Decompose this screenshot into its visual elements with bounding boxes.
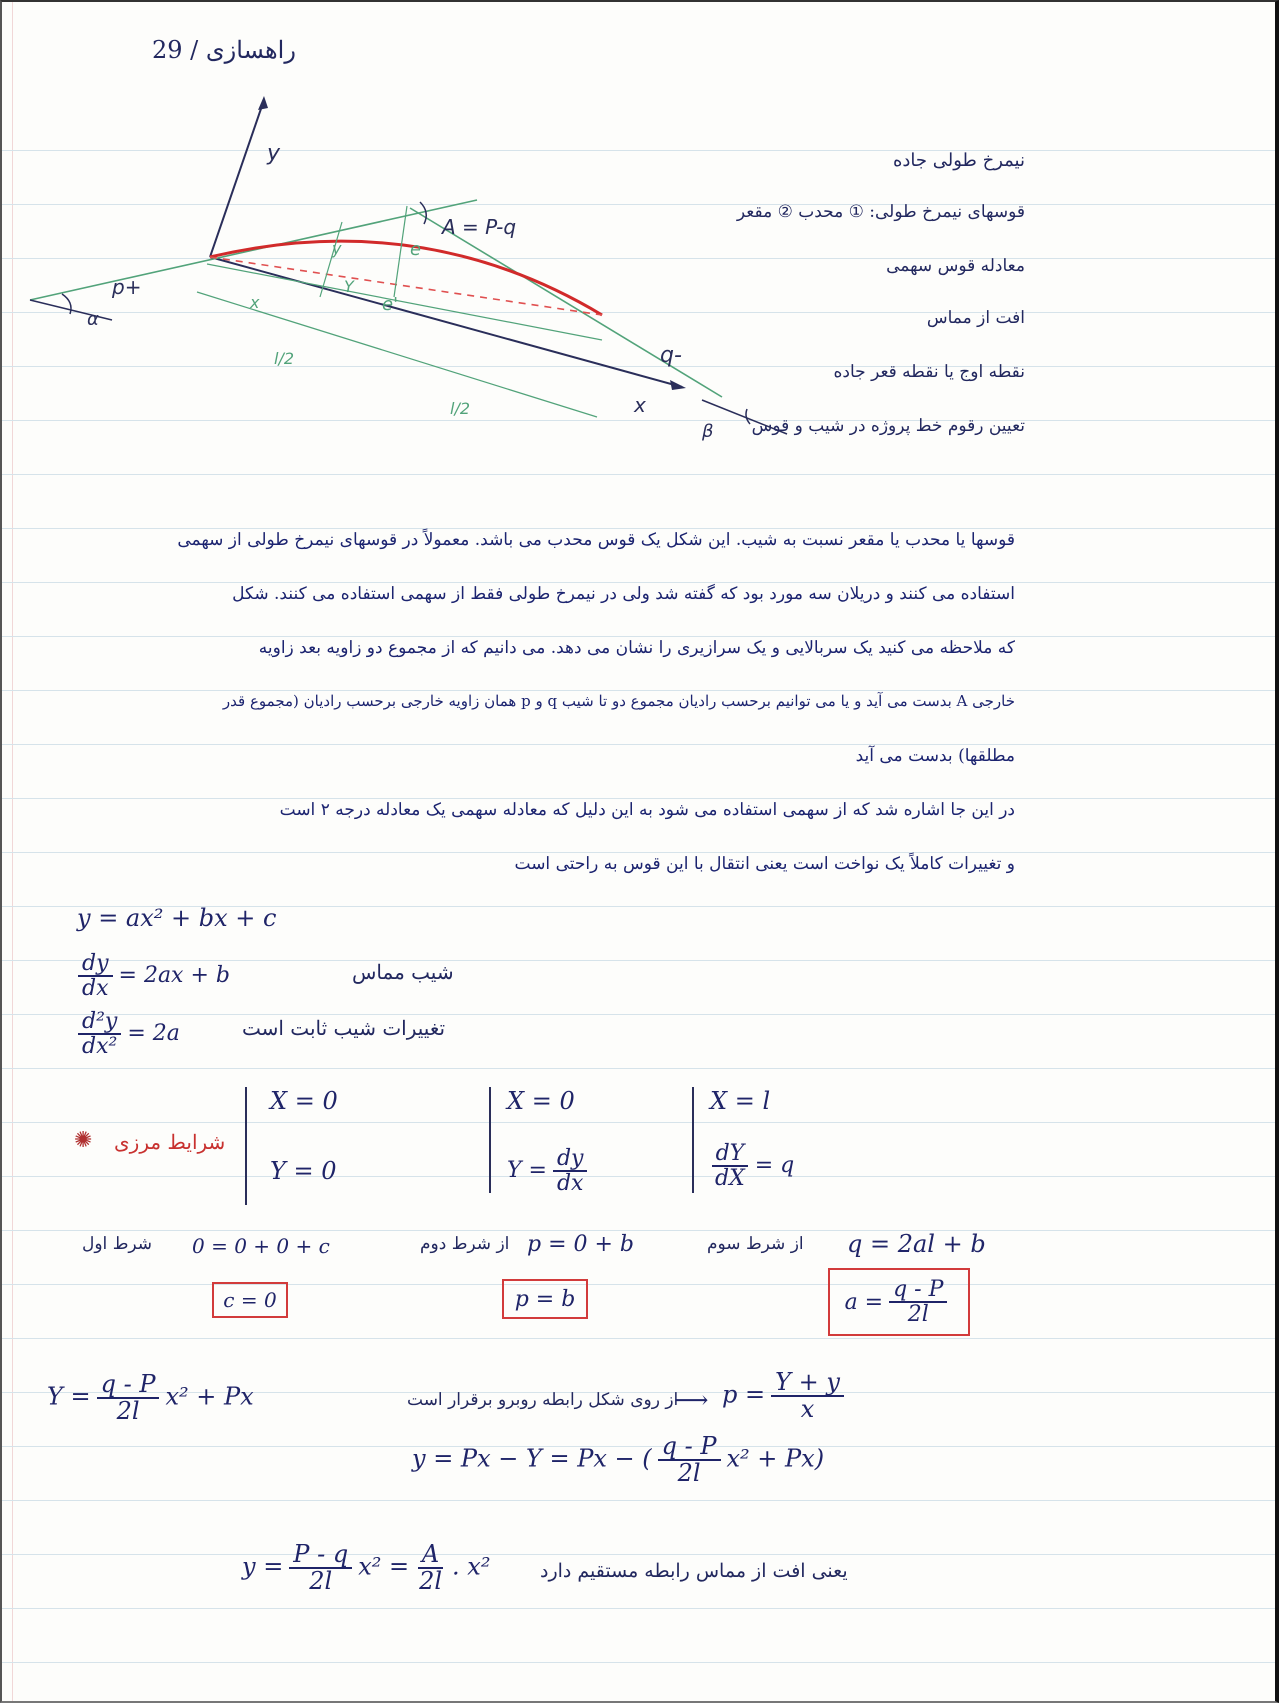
frac-num: dy <box>78 952 113 977</box>
frac-den: 2l <box>116 1397 140 1426</box>
ruled-line <box>2 582 1275 583</box>
ruled-line <box>2 1662 1275 1663</box>
boundary-divider-3 <box>692 1087 694 1193</box>
page-label: راهسازی / 29 <box>152 36 296 64</box>
label-half-l-2: l/2 <box>450 399 471 418</box>
final-lhs: y = <box>242 1552 284 1581</box>
ruled-line <box>2 690 1275 691</box>
c3-result-lhs: a = <box>844 1289 884 1315</box>
frac-num: dy <box>553 1147 588 1172</box>
bc2-top: X = 0 <box>507 1087 575 1115</box>
legend-item-4: افت از مماس <box>926 308 1025 328</box>
frac-num: Y + y <box>771 1370 844 1397</box>
paragraph-line-1: قوسها یا محدب یا مقعر نسبت به شیب. این شکل یک قوس محدب می باشد. معمولاً در قوسهای نیمرخ طولی از سهمی <box>177 530 1015 550</box>
ruled-line <box>2 1284 1275 1285</box>
c3-equation: q = 2al + b <box>847 1230 986 1258</box>
frac-y-line <box>658 1434 721 1486</box>
final-equation <box>242 1542 490 1594</box>
frac-num: q - P <box>889 1278 947 1303</box>
y-line-b: x² + Px) <box>726 1444 825 1473</box>
label-x-small: x <box>250 293 260 312</box>
frac-dy-dx <box>78 952 113 1000</box>
ruled-line <box>2 1122 1275 1123</box>
eq3-label: تغییرات شیب ثابت است <box>242 1016 446 1040</box>
paragraph-line-4: خارجی A بدست می آید و یا می توانیم برحسب رادیان مجموع دو تا شیب q و p همان زاویه خارجی برحسب رادیان (مجموع قدر <box>222 692 1015 710</box>
frac-den: dx <box>556 1171 584 1197</box>
eq2-rhs: = 2ax + b <box>118 963 230 989</box>
bc3-rhs: = q <box>754 1153 795 1179</box>
label-p-plus: p+ <box>112 275 142 299</box>
frac-den: 2l <box>419 1567 443 1596</box>
final-mid: x² = <box>358 1552 410 1581</box>
offset-e <box>394 206 407 297</box>
bc2-bottom <box>507 1147 593 1195</box>
ruled-line <box>2 1608 1275 1609</box>
frac-p <box>771 1370 844 1422</box>
frac-bc2 <box>553 1147 588 1195</box>
final-note: یعنی افت از مماس رابطه مستقیم دارد <box>540 1560 848 1582</box>
eq-second-derivative <box>72 1010 180 1058</box>
ruled-line <box>2 744 1275 745</box>
paragraph-line-7: و تغییرات کاملاً یک نواخت است یعنی انتقال با این قوس به راحتی است <box>514 854 1015 874</box>
bc1-bottom: Y = 0 <box>270 1157 337 1185</box>
legend-item-6: تعیین رقوم خط پروژه در شیب و قوس <box>751 416 1025 436</box>
frac-num: q - P <box>658 1434 721 1461</box>
beta-arc <box>746 409 750 424</box>
label-Y-small: Y <box>344 277 354 296</box>
ruled-line <box>2 528 1275 529</box>
x-axis-arrow <box>670 380 686 390</box>
frac-num: q - P <box>97 1372 160 1399</box>
gear-icon: ✺ <box>74 1128 93 1153</box>
label-e: e <box>410 239 422 260</box>
profile-figure <box>2 82 802 482</box>
paragraph-line-5: مطلقها) بدست می آید <box>855 746 1015 766</box>
final-rest: . x² <box>452 1552 491 1581</box>
frac-Y <box>97 1372 160 1424</box>
label-e-prime: e' <box>382 294 399 315</box>
frac-den: dX <box>715 1166 745 1192</box>
frac-final-2 <box>415 1542 446 1594</box>
legend-item-2: قوسهای نیمرخ طولی: ① محدب ② مقعر <box>736 202 1025 222</box>
frac-den: 2l <box>907 1302 929 1327</box>
boundary-label: شرایط مرزی <box>114 1130 226 1154</box>
frac-d2y-dx2 <box>78 1010 121 1058</box>
paragraph-line-6: در این جا اشاره شد که از سهمی استفاده می شود به این دلیل که معادله سهمی یک معادله درجه ۲ است <box>279 800 1015 820</box>
paragraph-line-2: استفاده می کنند و دریلان سه مورد بود که گفته شد ولی در نیمرخ طولی فقط از سهمی استفاده می کنند. شکل <box>232 584 1015 604</box>
y-axis-line <box>210 100 264 257</box>
eq-parabola: y = ax² + bx + c <box>77 904 277 932</box>
ruled-line <box>2 1554 1275 1555</box>
ruled-line <box>2 1230 1275 1231</box>
Y-rest: x² + Px <box>165 1382 254 1411</box>
bc3-bottom <box>705 1142 794 1190</box>
bc2-lhs: Y = <box>507 1158 547 1184</box>
ruled-line <box>2 1068 1275 1069</box>
label-q-minus: q- <box>660 343 682 368</box>
Y-lhs: Y = <box>47 1382 91 1411</box>
boundary-divider-1 <box>245 1087 247 1205</box>
ruled-line <box>2 636 1275 637</box>
p-lhs: p = <box>722 1380 766 1409</box>
Y-equation <box>47 1372 254 1424</box>
c1-equation: 0 = 0 + 0 + c <box>192 1234 330 1258</box>
eq-first-derivative <box>72 952 230 1000</box>
eq2-label: شیب مماس <box>352 960 454 984</box>
p-equation <box>722 1370 850 1422</box>
frac-num: dY <box>712 1142 749 1167</box>
label-alpha: α <box>87 309 99 330</box>
label-half-l-1: l/2 <box>274 349 295 368</box>
frac-num: A <box>418 1542 443 1569</box>
y-line-a: y = Px − Y = Px − ( <box>412 1444 652 1473</box>
frac-num: d²y <box>78 1010 121 1035</box>
ruled-line <box>2 798 1275 799</box>
c3-label: از شرط سوم <box>707 1234 804 1254</box>
label-y-small: y <box>332 239 342 258</box>
paragraph-line-3: که ملاحظه می کنید یک سربالایی و یک سرازیری را نشان می دهد. می دانیم که از مجموع دو زاویه بعد زاویه <box>258 638 1015 658</box>
frac-den: dx² <box>82 1034 118 1060</box>
c2-result-box: p = b <box>502 1279 588 1319</box>
ruled-line <box>2 1176 1275 1177</box>
eq3-rhs: = 2a <box>127 1021 180 1047</box>
frac-den: dx <box>82 976 109 1002</box>
ruled-line <box>2 852 1275 853</box>
frac-den: x <box>800 1395 815 1424</box>
parabolic-curve <box>210 241 602 315</box>
bc1-top: X = 0 <box>270 1087 338 1115</box>
frac-c3 <box>889 1278 947 1326</box>
frac-den: 2l <box>677 1459 701 1488</box>
label-beta: β <box>702 421 714 442</box>
frac-bc3 <box>711 1142 749 1190</box>
c1-result-box: c = 0 <box>212 1282 288 1318</box>
frac-final-1 <box>289 1542 352 1594</box>
c2-label: از شرط دوم <box>420 1234 510 1254</box>
c2-equation: p = 0 + b <box>527 1232 635 1257</box>
ruled-line <box>2 1500 1275 1501</box>
c3-result-box <box>828 1268 970 1336</box>
y-axis-arrow <box>258 96 268 110</box>
boundary-divider-2 <box>489 1087 491 1193</box>
arrow-right-icon: ⟶ <box>674 1386 709 1414</box>
c1-label: شرط اول <box>82 1234 153 1254</box>
label-A-eq: A = P-q <box>442 215 517 239</box>
legend-item-5: نقطه اوج یا نقطه قعر جاده <box>833 362 1025 382</box>
ruled-line <box>2 1014 1275 1015</box>
frac-den: 2l <box>309 1567 333 1596</box>
y-expansion <box>412 1434 824 1486</box>
frac-num: P - q <box>289 1542 352 1569</box>
chord-dashed <box>210 257 602 315</box>
derivation-note: از روی شکل رابطه روبرو برقرار است <box>407 1390 679 1410</box>
alpha-arc <box>62 294 71 314</box>
label-y-axis: y <box>267 141 281 166</box>
legend-item-1: نیمرخ طولی جاده <box>892 150 1025 171</box>
legend-item-3: معادله قوس سهمی <box>886 256 1025 276</box>
dim-x <box>207 264 602 340</box>
label-x-axis: x <box>634 393 646 417</box>
ruled-line <box>2 1338 1275 1339</box>
bc3-top: X = l <box>710 1087 771 1115</box>
